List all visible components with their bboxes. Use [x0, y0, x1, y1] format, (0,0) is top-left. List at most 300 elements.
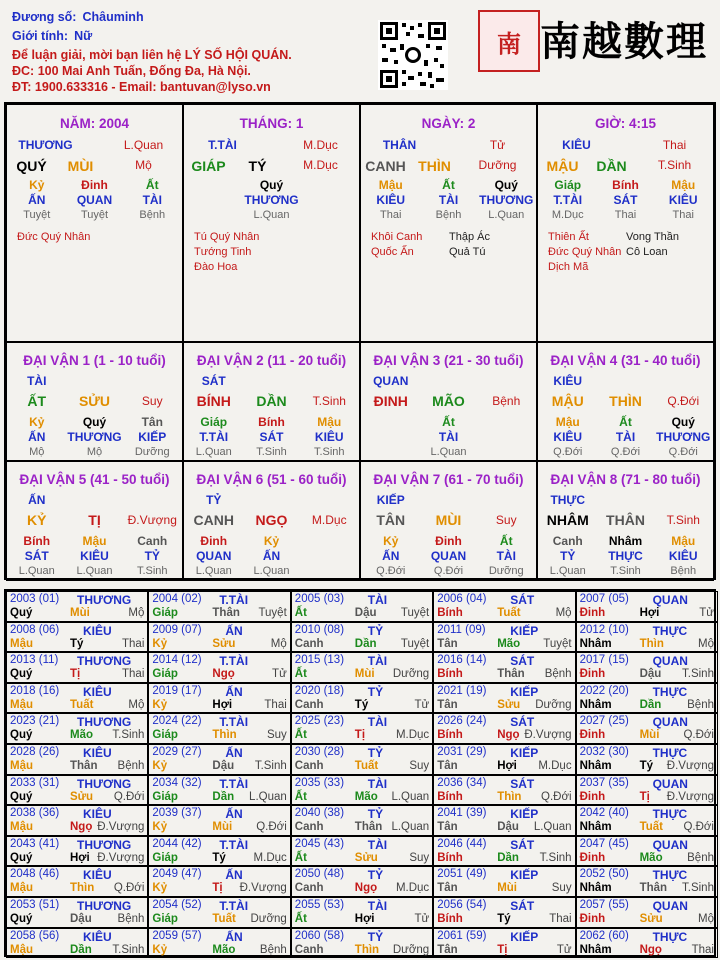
pillar-cell — [183, 104, 360, 342]
year-label: 2059 (57) — [152, 929, 202, 942]
year-god: KIÊU — [83, 746, 112, 760]
year-stem: Giáp — [152, 913, 178, 925]
hidden-god: KIÊU — [668, 193, 698, 207]
luck-stem: NHÂM — [546, 512, 589, 528]
year-branch: Mão — [70, 729, 93, 742]
hidden-state: Thai — [672, 209, 694, 221]
luck-stem: KỶ — [27, 512, 47, 528]
hidden-state: L.Quan — [430, 446, 467, 458]
year-state: T.Sinh — [112, 943, 145, 956]
year-label: 2004 (02) — [152, 593, 202, 605]
year-label: 2008 (06) — [10, 623, 60, 636]
star-item: Đức Quý Nhân — [17, 231, 91, 243]
year-cell — [148, 591, 290, 622]
year-cell — [576, 805, 718, 836]
year-state: Thai — [691, 943, 714, 956]
year-state: Tuyệt — [258, 607, 287, 619]
year-cell — [6, 713, 148, 744]
header-line — [12, 29, 92, 43]
hidden-state: Thai — [614, 209, 637, 221]
hidden-god: QUAN — [76, 193, 113, 207]
year-stem: Đinh — [579, 851, 606, 864]
year-god: THƯƠNG — [77, 776, 132, 791]
hidden-god: QUAN — [430, 549, 467, 563]
year-stem: Nhâm — [579, 882, 612, 895]
hidden-state: L.Quan — [253, 565, 290, 577]
hidden-god: T.TÀI — [553, 193, 583, 207]
pillar-branch: MÙI — [67, 158, 94, 174]
year-branch: Tuất — [212, 913, 236, 925]
year-state: Bệnh — [259, 943, 287, 956]
stars-list — [548, 230, 621, 275]
year-cell — [6, 744, 148, 775]
hidden-god: TÀI — [438, 430, 459, 444]
year-label: 2015 (13) — [294, 654, 345, 667]
year-state: Suy — [409, 760, 430, 772]
year-god: TỶ — [367, 684, 384, 699]
luck-title: ĐẠI VẬN 1 (1 - 10 tuổi) — [23, 353, 166, 368]
year-branch: Tuất — [70, 698, 94, 711]
year-label: 2007 (05) — [579, 593, 629, 605]
hidden-state: Thai — [380, 209, 402, 221]
year-state: Bệnh — [117, 760, 145, 772]
year-state: Q.Đới — [683, 821, 714, 834]
year-label: 2036 (34) — [437, 776, 487, 789]
luck-branch: TỊ — [88, 512, 101, 528]
year-god: TỶ — [367, 929, 384, 944]
year-cell — [433, 866, 575, 897]
pillar-god: KIÊU — [562, 138, 591, 152]
year-label: 2049 (47) — [152, 868, 202, 881]
year-branch: Thìn — [212, 729, 237, 742]
luck-title: ĐẠI VẬN 3 (21 - 30 tuổi) — [373, 353, 524, 368]
year-branch: Thìn — [70, 882, 95, 895]
star-item: Đức Quý Nhân — [548, 246, 622, 258]
year-stem: Ất — [294, 729, 307, 742]
year-stem: Mậu — [10, 821, 33, 834]
year-stem: Giáp — [152, 729, 178, 742]
year-stem: Nhâm — [579, 760, 612, 772]
luck-cell — [360, 461, 537, 581]
year-cell — [576, 652, 718, 683]
year-label: 2042 (40) — [579, 807, 629, 820]
header-value: Châuminh — [82, 10, 144, 24]
hidden-state: Q.Đới — [610, 446, 641, 458]
pillar-branch: TÝ — [248, 158, 267, 174]
header — [0, 0, 720, 100]
year-state: Thai — [122, 637, 145, 650]
year-god: KIẾP — [510, 684, 539, 699]
hidden-god: TÀI — [615, 430, 636, 444]
star-item: Tú Quý Nhân — [194, 231, 260, 243]
year-state: Bệnh — [117, 913, 145, 925]
year-state: Tử — [556, 943, 572, 956]
year-branch: Tý — [70, 637, 84, 650]
year-branch: Tị — [70, 668, 81, 681]
hidden-god: TÀI — [438, 193, 459, 207]
year-branch: Hợi — [212, 698, 233, 711]
year-branch: Hợi — [497, 760, 517, 772]
year-cell — [6, 683, 148, 714]
year-god: T.TÀI — [219, 654, 249, 669]
year-branch: Thìn — [354, 943, 380, 956]
year-stem: Đinh — [579, 668, 606, 681]
year-cell — [576, 897, 718, 928]
year-branch: Mùi — [70, 607, 90, 619]
year-cell — [433, 683, 575, 714]
year-cell — [433, 713, 575, 744]
year-stem: Ất — [294, 668, 307, 681]
year-stem: Tân — [437, 637, 458, 650]
year-stem: Đinh — [579, 913, 606, 925]
year-label: 2003 (01) — [10, 593, 60, 605]
year-god: TÀI — [367, 776, 388, 791]
year-cell — [6, 591, 148, 622]
hidden-god: THỰC — [608, 549, 643, 563]
pillar-title: THÁNG: 1 — [239, 116, 304, 131]
year-stem: Kỷ — [152, 821, 168, 834]
header-value: Nữ — [74, 29, 93, 43]
year-stem: Nhâm — [579, 821, 612, 834]
year-god: QUAN — [652, 593, 688, 607]
year-branch: Sửu — [639, 913, 663, 925]
year-cell — [291, 683, 433, 714]
year-stem: Ất — [294, 607, 307, 619]
luck-branch: DẦN — [256, 393, 287, 409]
year-stem: Bính — [437, 790, 463, 803]
year-cell — [6, 652, 148, 683]
year-branch: Tuất — [497, 607, 521, 619]
luck-cell — [183, 342, 360, 461]
hidden-god: SÁT — [259, 430, 284, 444]
year-stem: Giáp — [152, 668, 178, 681]
year-stem: Giáp — [152, 790, 178, 803]
star-item: Vong Thần — [626, 231, 680, 243]
year-label: 2057 (55) — [579, 899, 629, 911]
star-item: Dịch Mã — [548, 261, 589, 273]
star-item: Quả Tú — [449, 246, 486, 258]
year-label: 2034 (32) — [152, 776, 202, 789]
luck-state: Suy — [495, 513, 517, 527]
year-branch: Ngọ — [354, 882, 378, 895]
year-label: 2029 (27) — [152, 746, 202, 758]
year-god: TỶ — [367, 746, 384, 760]
year-stem: Canh — [294, 943, 324, 956]
year-god: SÁT — [510, 654, 535, 669]
year-stem: Tân — [437, 821, 458, 834]
year-state: Tuyệt — [543, 637, 572, 650]
year-branch: Tị — [497, 943, 508, 956]
year-god: ẤN — [225, 746, 243, 760]
hidden-god: ẤN — [382, 549, 400, 563]
pillar-cell — [6, 104, 183, 342]
year-cell — [291, 622, 433, 653]
year-cell — [291, 775, 433, 806]
hidden-god: THƯƠNG — [479, 193, 534, 207]
year-label: 2039 (37) — [152, 807, 202, 820]
year-branch: Thìn — [497, 790, 522, 803]
year-label: 2054 (52) — [152, 899, 202, 911]
year-branch: Tý — [497, 913, 511, 925]
pillar-grid — [4, 102, 716, 580]
year-stem: Tân — [437, 760, 458, 772]
pillar-stem: GIÁP — [191, 158, 226, 174]
pillar-branch-state: M.Dục — [303, 158, 338, 172]
year-cell — [433, 622, 575, 653]
year-branch: Thân — [639, 882, 668, 895]
luck-stem: MẬU — [551, 393, 584, 409]
hidden-god: KIÊU — [553, 430, 583, 444]
year-stem: Bính — [437, 668, 463, 681]
year-label: 2031 (29) — [437, 746, 487, 758]
year-label: 2038 (36) — [10, 807, 60, 820]
year-stem: Canh — [294, 637, 324, 650]
year-cell — [291, 591, 433, 622]
year-god: KIẾP — [510, 807, 539, 822]
star-item: Quốc Ấn — [371, 246, 414, 258]
year-stem: Tân — [437, 698, 458, 711]
year-god: KIẾP — [510, 868, 539, 883]
year-branch: Hợi — [639, 607, 660, 619]
header-line — [12, 80, 271, 94]
year-label: 2011 (09) — [437, 623, 486, 636]
year-label: 2024 (22) — [152, 715, 202, 728]
hidden-stem: Quý — [494, 178, 518, 192]
hidden-state: Q.Đới — [376, 565, 406, 577]
year-branch: Tị — [639, 790, 650, 803]
hidden-state: T.Sinh — [256, 446, 287, 458]
year-god: KIẾP — [510, 623, 539, 638]
pillar-branch: THÌN — [418, 158, 451, 174]
year-god: ẤN — [225, 684, 243, 699]
year-state: L.Quan — [391, 821, 430, 834]
hidden-stem: Ất — [499, 534, 513, 548]
year-stem: Đinh — [579, 607, 606, 619]
year-god: SÁT — [510, 776, 535, 791]
year-cell — [576, 622, 718, 653]
hidden-god: SÁT — [24, 549, 49, 563]
year-god: THỰC — [652, 868, 688, 883]
year-god: THỰC — [652, 684, 688, 699]
hidden-stem: Kỷ — [383, 534, 399, 548]
luck-title: ĐẠI VẬN 5 (41 - 50 tuổi) — [19, 472, 170, 487]
year-state: Q.Đới — [541, 790, 572, 803]
year-branch: Mão — [497, 637, 521, 650]
hidden-god: KIÊU — [314, 430, 344, 444]
year-branch: Dậu — [639, 668, 662, 681]
hidden-state: Bệnh — [670, 565, 697, 577]
hidden-stem: Tân — [141, 415, 163, 429]
luck-cell — [183, 461, 360, 581]
year-state: Mộ — [698, 637, 714, 650]
annual-table — [4, 589, 716, 957]
luck-state: T.Sinh — [666, 513, 700, 527]
year-cell — [576, 866, 718, 897]
year-branch: Dần — [354, 637, 377, 650]
year-cell — [6, 866, 148, 897]
luck-god: ẤN — [28, 493, 46, 507]
year-label: 2033 (31) — [10, 776, 60, 789]
hidden-god: ẤN — [28, 430, 46, 444]
year-god: THƯƠNG — [77, 899, 132, 913]
year-branch: Sửu — [354, 851, 378, 864]
year-state: L.Quan — [391, 790, 430, 803]
year-branch: Thân — [70, 760, 98, 772]
year-cell — [6, 622, 148, 653]
luck-branch: SỬU — [78, 393, 111, 409]
pillar-god: T.TÀI — [208, 138, 237, 152]
hidden-god: QUAN — [196, 549, 232, 563]
year-branch: Ngọ — [639, 943, 662, 956]
year-cell — [148, 928, 290, 959]
year-stem: Bính — [437, 851, 463, 864]
year-branch: Tý — [639, 760, 654, 772]
year-god: KIÊU — [83, 807, 112, 822]
year-label: 2058 (56) — [10, 929, 60, 942]
year-stem: Quý — [10, 668, 33, 681]
year-god: SÁT — [510, 899, 535, 913]
pillar-god-state: L.Quan — [123, 138, 164, 152]
year-state: M.Dục — [253, 851, 287, 864]
hidden-stem: Đinh — [200, 534, 228, 548]
header-text: Để luận giải, mời bạn liên hệ LÝ SỐ HỘI QUÁN. — [12, 48, 292, 62]
header-line — [12, 64, 251, 78]
year-god: TÀI — [367, 593, 388, 607]
luck-state: Suy — [141, 394, 163, 408]
pillar-god-state: Tử — [489, 138, 506, 152]
qr-code-icon — [378, 20, 448, 90]
hidden-state: L.Quan — [195, 565, 232, 577]
hidden-state: L.Quan — [76, 565, 113, 577]
year-branch: Mùi — [212, 821, 233, 834]
year-branch: Dậu — [70, 913, 92, 925]
year-state: Tử — [414, 913, 430, 925]
year-god: THỰC — [652, 746, 688, 760]
pillar-branch: DẦN — [596, 158, 627, 174]
year-label: 2052 (50) — [579, 868, 629, 881]
header-text: ĐT: 1900.633316 - Email: bantuvan@lyso.vn — [12, 80, 271, 94]
hidden-state: Bệnh — [139, 209, 166, 221]
pillar-cell — [360, 104, 537, 342]
year-cell — [291, 744, 433, 775]
year-god: SÁT — [510, 837, 535, 852]
hidden-god: KIẾP — [138, 430, 167, 444]
luck-state: T.Sinh — [312, 394, 346, 408]
year-cell — [291, 713, 433, 744]
luck-stem: TÂN — [376, 512, 406, 528]
year-state: T.Sinh — [254, 760, 287, 772]
hidden-stem: Nhâm — [608, 534, 643, 548]
year-branch: Sửu — [70, 790, 94, 803]
year-stem: Ất — [294, 851, 307, 864]
year-state: L.Quan — [249, 790, 287, 803]
hidden-god: KIÊU — [376, 193, 406, 207]
year-state: M.Dục — [395, 729, 430, 742]
year-label: 2035 (33) — [294, 776, 345, 789]
year-branch: Ngọ — [70, 821, 93, 834]
year-god: THỰC — [652, 807, 688, 822]
year-label: 2055 (53) — [294, 899, 345, 911]
pillar-branch-state: T.Sinh — [657, 158, 692, 172]
year-cell — [433, 836, 575, 867]
luck-cell — [360, 342, 537, 461]
hidden-stem: Mậu — [671, 534, 696, 548]
year-god: TỶ — [367, 807, 384, 822]
year-branch: Tị — [212, 882, 223, 895]
hidden-god: ẤN — [28, 193, 46, 207]
hidden-stem: Mậu — [82, 534, 107, 548]
year-stem: Bính — [437, 607, 463, 619]
hidden-stem: Ất — [442, 178, 455, 192]
hidden-stem: Bính — [258, 415, 285, 429]
luck-branch: MÙI — [435, 512, 462, 528]
year-branch: Tị — [354, 729, 366, 742]
year-branch: Ngọ — [497, 729, 520, 742]
pillar-cell — [537, 104, 714, 342]
year-god: TỶ — [367, 868, 384, 883]
pillar-god-state: Thai — [662, 138, 687, 152]
year-state: Q.Đới — [113, 882, 145, 895]
year-state: Đ.Vượng — [97, 821, 145, 834]
year-state: T.Sinh — [539, 851, 572, 864]
year-cell — [576, 836, 718, 867]
year-label: 2040 (38) — [294, 807, 345, 820]
year-state: Thai — [264, 698, 287, 711]
hidden-state: Mộ — [29, 446, 45, 458]
hidden-state: L.Quan — [488, 209, 525, 221]
hidden-god: TÀI — [142, 193, 162, 207]
year-label: 2061 (59) — [437, 929, 487, 942]
hidden-state: Tuyệt — [23, 209, 51, 221]
luck-branch: MÃO — [432, 393, 465, 409]
year-cell — [433, 652, 575, 683]
hidden-god: KIÊU — [668, 549, 698, 563]
luck-title: ĐẠI VẬN 6 (51 - 60 tuổi) — [196, 472, 347, 487]
hidden-state: T.Sinh — [136, 565, 168, 577]
year-stem: Canh — [294, 821, 324, 834]
year-branch: Dần — [497, 851, 519, 864]
year-state: Đ.Vượng — [97, 851, 145, 864]
year-god: THỰC — [652, 929, 688, 944]
star-item: Tướng Tinh — [194, 246, 252, 258]
year-stem: Quý — [10, 851, 33, 864]
year-label: 2021 (19) — [437, 684, 487, 697]
year-cell — [576, 775, 718, 806]
year-cell — [6, 805, 148, 836]
year-branch: Sửu — [497, 698, 521, 711]
year-branch: Thân — [497, 668, 525, 681]
year-branch: Dậu — [212, 760, 235, 772]
year-label: 2014 (12) — [152, 654, 202, 667]
luck-state: M.Dục — [311, 513, 347, 527]
year-branch: Tý — [354, 698, 369, 711]
pillar-branch-state: Dưỡng — [478, 158, 517, 172]
year-cell — [291, 897, 433, 928]
luck-title: ĐẠI VẬN 7 (61 - 70 tuổi) — [373, 472, 524, 487]
hidden-stem: Canh — [137, 534, 168, 548]
luck-title: ĐẠI VẬN 8 (71 - 80 tuổi) — [550, 472, 701, 487]
year-branch: Tuất — [354, 760, 379, 772]
year-state: Đ.Vượng — [666, 790, 714, 803]
year-state: Q.Đới — [256, 821, 287, 834]
year-cell — [576, 591, 718, 622]
pillar-stem: CANH — [365, 158, 406, 174]
year-stem: Bính — [437, 913, 463, 925]
year-label: 2006 (04) — [437, 593, 487, 605]
hidden-stem: Mậu — [317, 415, 342, 429]
year-state: Tử — [414, 698, 430, 711]
luck-cell — [6, 342, 183, 461]
